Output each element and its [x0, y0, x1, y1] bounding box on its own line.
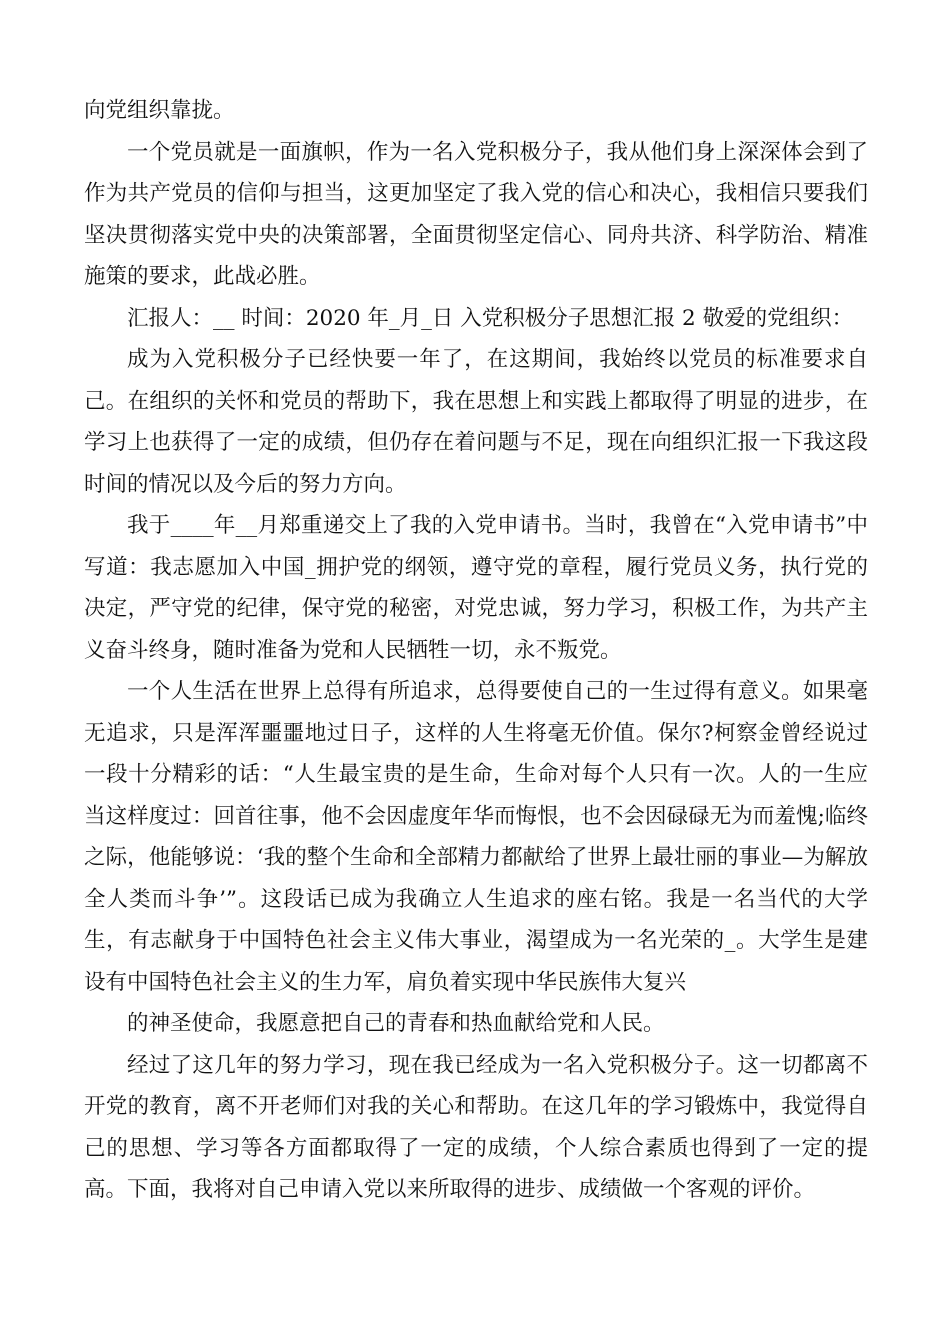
paragraph-8: 经过了这几年的努力学习，现在我已经成为一名入党积极分子。这一切都离不开党的教育，离不开老师们对我的关心和帮助。在这几年的学习锻炼中，我觉得自己的思想、学习等各方面都取得了一定的成绩，个人综合素质也得到了一定的提高。下面，我将对自己申请入党以来所取得的进步、成绩做一个客观的评价。 — [84, 1052, 868, 1202]
paragraph-5: 我于____年__月郑重递交上了我的入党申请书。当时，我曾在“入党申请书”中写道：我志愿加入中国_拥护党的纲领，遵守党的章程，履行党员义务，执行党的决定，严守党的纪律，保守党的秘密，对党忠诚，努力学习，积极工作，为共产主义奋斗终身，随时准备为党和人民牺牲一切，永不叛党。 — [84, 513, 868, 663]
paragraph-4: 成为入党积极分子已经快要一年了，在这期间，我始终以党员的标准要求自己。在组织的关怀和党员的帮助下，我在思想上和实践上都取得了明显的进步，在学习上也获得了一定的成绩，但仍存在着问题与不足，现在向组织汇报一下我这段时间的情况以及今后的努力方向。 — [84, 347, 868, 497]
paragraph-6: 一个人生活在世界上总得有所追求，总得要使自己的一生过得有意义。如果毫无追求，只是浑浑噩噩地过日子，这样的人生将毫无价值。保尔?柯察金曾经说过一段十分精彩的话：“人生最宝贵的是生命，生命对每个人只有一次。人的一生应当这样度过：回首往事，他不会因虚度年华而悔恨，也不会因碌碌无为而羞愧;临终之际，他能够说：‘我的整个生命和全部精力都献给了世界上最壮丽的事业—为解放全人类而斗争’”。这段话已成为我确立人生追求的座右铭。我是一名当代的大学生，有志献身于中国特色社会主义伟大事业，渴望成为一名光荣的_。大学生是建设有中国特色社会主义的生力军，肩负着实现中华民族伟大复兴 — [84, 679, 868, 995]
paragraph-3: 汇报人：__ 时间：2020 年_月_日 入党积极分子思想汇报 2 敬爱的党组织： — [127, 305, 854, 331]
paragraph-1: 向党组织靠拢。 — [84, 98, 235, 123]
paragraph-7: 的神圣使命，我愿意把自己的青春和热血献给党和人民。 — [127, 1011, 665, 1036]
paragraph-2: 一个党员就是一面旗帜，作为一名入党积极分子，我从他们身上深深体会到了作为共产党员的信仰与担当，这更加坚定了我入党的信心和决心，我相信只要我们坚决贯彻落实党中央的决策部署，全面贯彻坚定信心、同舟共济、科学防治、精准施策的要求，此战必胜。 — [84, 139, 868, 289]
document-body — [84, 90, 868, 1211]
